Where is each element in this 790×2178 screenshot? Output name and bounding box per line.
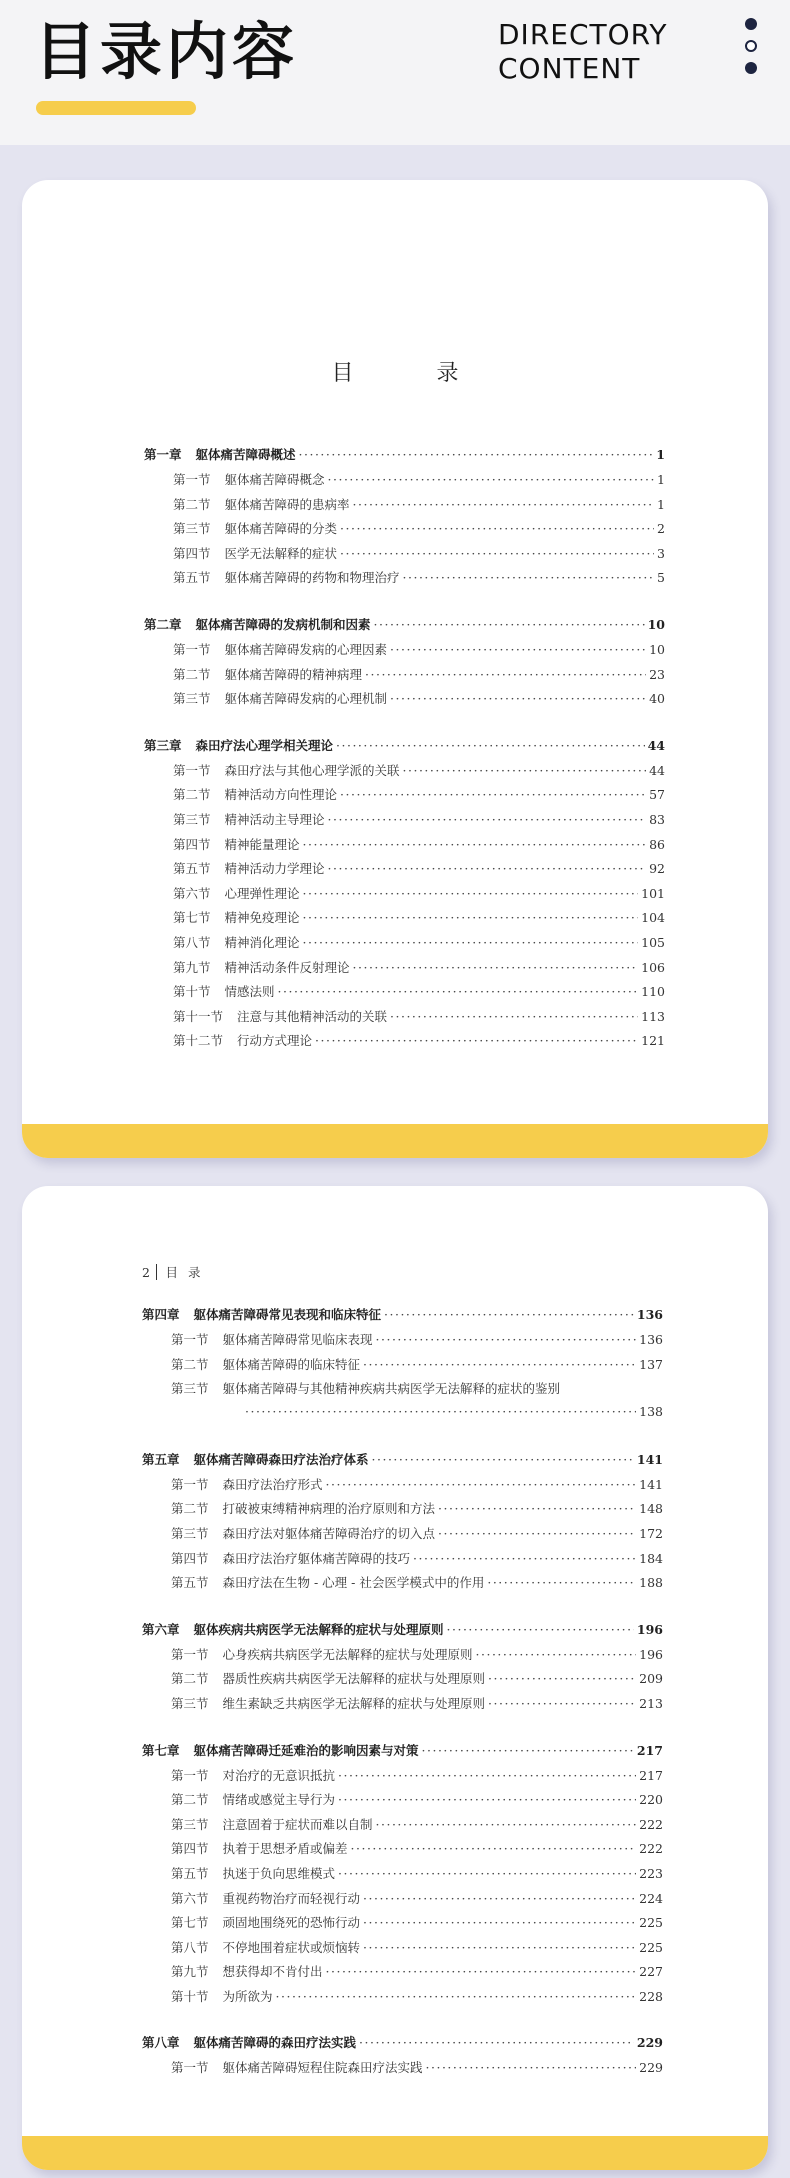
section-page-number: 110 xyxy=(641,984,665,1000)
chapter-title: 躯体痛苦障碍概述 xyxy=(195,447,296,462)
leader-dots xyxy=(413,1551,636,1566)
leader-dots xyxy=(353,960,639,975)
section-page-number: 225 xyxy=(639,1939,663,1955)
section-number: 第六节 xyxy=(171,1890,209,1906)
section-number: 第一节 xyxy=(173,762,211,778)
page-dot-2[interactable] xyxy=(745,40,757,52)
section-number: 第二节 xyxy=(173,666,211,682)
section-page-number: 92 xyxy=(649,861,665,877)
section-title: 森田疗法对躯体痛苦障碍治疗的切入点 xyxy=(222,1525,436,1541)
section-page-number: 136 xyxy=(639,1332,663,1347)
header xyxy=(0,0,790,145)
leader-dots xyxy=(438,1526,636,1541)
toc-section-row[interactable] xyxy=(142,1499,663,1524)
section-title: 躯体痛苦障碍短程住院森田疗法实践 xyxy=(222,2060,423,2076)
chapter-number: 第六章 xyxy=(142,1621,180,1637)
toc-section-row[interactable] xyxy=(142,2058,663,2083)
toc-chapter-row[interactable] xyxy=(142,1305,663,1330)
section-page-number: 229 xyxy=(639,2060,663,2076)
section-number: 第二节 xyxy=(173,787,211,803)
section-page-number: 184 xyxy=(639,1550,663,1566)
leader-dots xyxy=(278,984,639,999)
toc-list xyxy=(142,1305,663,2083)
section-title: 森田疗法与其他心理学派的关联 xyxy=(224,762,400,778)
section-number: 第一节 xyxy=(171,1646,209,1662)
section-number: 第一节 xyxy=(171,1767,209,1783)
chapter-gap xyxy=(142,1719,663,1741)
toc-section-row[interactable] xyxy=(144,933,665,958)
toc-section-row[interactable] xyxy=(144,689,665,714)
leader-dots xyxy=(438,1501,636,1516)
section-title: 躯体痛苦障碍的临床特征 xyxy=(222,1356,361,1372)
card-footer-band xyxy=(22,1124,768,1158)
section-title: 精神活动方向性理论 xyxy=(224,787,338,803)
leader-dots xyxy=(326,1964,637,1979)
chapter-gap xyxy=(144,714,665,736)
section-page-number: 220 xyxy=(639,1792,663,1808)
running-head-divider xyxy=(156,1264,158,1280)
section-title: 精神免疫理论 xyxy=(224,910,300,926)
section-title: 精神活动条件反射理论 xyxy=(224,959,350,975)
toc-section-row[interactable] xyxy=(142,1938,663,1963)
section-number: 第二节 xyxy=(173,496,211,512)
chapter-title: 躯体疾病共病医学无法解释的症状与处理原则 xyxy=(193,1621,444,1637)
toc-chapter-row[interactable] xyxy=(144,615,665,640)
chapter-number: 第一章 xyxy=(144,447,182,462)
chapter-page-number: 136 xyxy=(636,1307,663,1322)
chapter-page-number: 141 xyxy=(636,1451,663,1467)
section-number: 第三节 xyxy=(173,811,211,827)
section-page-number: 172 xyxy=(639,1525,663,1541)
toc-section-row[interactable] xyxy=(144,835,665,860)
chapter-page-number: 217 xyxy=(636,1742,663,1758)
toc-section-row[interactable] xyxy=(142,1839,663,1864)
section-number: 第二节 xyxy=(171,1501,209,1517)
toc-section-row[interactable] xyxy=(142,1549,663,1574)
section-title: 执迷于负向思维模式 xyxy=(222,1865,336,1881)
leader-dots xyxy=(328,472,655,487)
leader-dots xyxy=(328,812,647,827)
leader-dots xyxy=(328,861,647,876)
leader-dots xyxy=(376,1817,637,1832)
leader-dots xyxy=(338,1866,636,1881)
toc-section-row[interactable] xyxy=(142,1766,663,1791)
section-page-number: 83 xyxy=(649,811,665,827)
section-number: 第二节 xyxy=(171,1356,209,1372)
leader-dots xyxy=(340,546,654,561)
section-page-number: 44 xyxy=(649,762,665,778)
section-page-number: 3 xyxy=(657,545,665,561)
page-dot-3[interactable] xyxy=(745,62,757,74)
leader-dots xyxy=(403,763,647,778)
leader-dots xyxy=(390,691,646,706)
section-title: 躯体痛苦障碍发病的心理因素 xyxy=(224,641,388,657)
section-number: 第八节 xyxy=(173,934,211,950)
leader-dots xyxy=(338,1768,636,1783)
section-page-number: 188 xyxy=(639,1575,663,1591)
section-number: 第三节 xyxy=(173,521,211,537)
leader-dots xyxy=(374,617,645,632)
toc-section-row[interactable] xyxy=(144,1031,665,1056)
leader-dots xyxy=(336,738,645,753)
section-title: 维生素缺乏共病医学无法解释的症状与处理原则 xyxy=(222,1695,486,1711)
header-underline xyxy=(36,101,196,115)
leader-dots xyxy=(363,1940,636,1955)
leader-dots xyxy=(315,1033,638,1048)
leader-dots xyxy=(303,886,639,901)
section-number: 第十二节 xyxy=(173,1033,224,1049)
leader-dots xyxy=(422,1743,634,1758)
section-page-number: 86 xyxy=(649,836,665,852)
chapter-gap xyxy=(142,2011,663,2033)
section-title: 躯体痛苦障碍概念 xyxy=(224,472,325,487)
section-number: 第四节 xyxy=(173,545,211,561)
toc-page-card-2 xyxy=(22,1186,768,2170)
leader-dots xyxy=(276,1989,637,2004)
toc-title: 目 录 xyxy=(331,361,497,386)
section-page-number: 222 xyxy=(639,1816,663,1832)
toc-section-row[interactable] xyxy=(144,640,665,665)
header-english-title xyxy=(498,18,667,86)
toc-section-row[interactable] xyxy=(142,1913,663,1938)
section-title: 情感法则 xyxy=(224,984,275,1000)
section-page-number: 196 xyxy=(639,1646,663,1662)
section-page-number: 1 xyxy=(657,472,665,487)
section-number: 第七节 xyxy=(171,1915,209,1931)
section-page-number: 228 xyxy=(639,1988,663,2004)
section-page-number: 105 xyxy=(641,934,665,950)
section-page-number: 104 xyxy=(641,910,665,926)
header-english-line-2: CONTENT xyxy=(498,52,641,85)
section-number: 第一节 xyxy=(173,641,211,657)
leader-dots xyxy=(363,1891,636,1906)
section-number: 第八节 xyxy=(171,1939,209,1955)
toc-section-row[interactable] xyxy=(144,859,665,884)
leader-dots xyxy=(353,497,655,512)
section-page-number: 141 xyxy=(639,1476,663,1492)
toc-page-card-1 xyxy=(22,180,768,1158)
leader-dots xyxy=(372,1452,634,1467)
section-page-number: 227 xyxy=(639,1964,663,1980)
leader-dots xyxy=(403,570,655,585)
toc-section-row[interactable] xyxy=(142,1790,663,1815)
leader-dots xyxy=(447,1622,634,1637)
section-title: 森田疗法治疗躯体痛苦障碍的技巧 xyxy=(222,1550,411,1566)
toc-section-row[interactable] xyxy=(144,958,665,983)
section-number: 第一节 xyxy=(171,2060,209,2076)
leader-dots xyxy=(376,1332,637,1347)
section-number: 第五节 xyxy=(171,1575,209,1591)
toc-section-row[interactable] xyxy=(142,1355,663,1380)
section-number: 第十一节 xyxy=(173,1008,224,1024)
toc-section-row[interactable] xyxy=(142,1962,663,1987)
chapter-page-number: 229 xyxy=(636,2035,663,2051)
section-title: 想获得却不肯付出 xyxy=(222,1964,323,1980)
chapter-gap xyxy=(144,593,665,615)
leader-dots xyxy=(338,1792,636,1807)
section-page-number: 224 xyxy=(639,1890,663,1906)
chapter-number: 第二章 xyxy=(144,616,182,632)
leader-dots xyxy=(303,935,639,950)
chapter-title: 躯体痛苦障碍常见表现和临床特征 xyxy=(193,1307,382,1322)
toc-section-row[interactable] xyxy=(142,1987,663,2012)
section-number: 第五节 xyxy=(173,861,211,877)
section-title: 注意固着于症状而难以自制 xyxy=(222,1816,373,1832)
running-head xyxy=(142,1263,210,1281)
section-title: 躯体痛苦障碍发病的心理机制 xyxy=(224,691,388,707)
toc-section-row[interactable] xyxy=(144,568,665,593)
section-number: 第一节 xyxy=(171,1332,209,1347)
toc-section-row[interactable] xyxy=(144,761,665,786)
section-title: 躯体痛苦障碍的患病率 xyxy=(224,496,350,512)
chapter-page-number: 10 xyxy=(647,616,665,632)
chapter-gap xyxy=(142,1428,663,1450)
toc-section-row[interactable] xyxy=(144,470,665,495)
section-page-number: 5 xyxy=(657,570,665,586)
section-page-number: 222 xyxy=(639,1841,663,1857)
section-title: 器质性疾病共病医学无法解释的症状与处理原则 xyxy=(222,1671,486,1687)
leader-dots xyxy=(426,2060,637,2075)
toc-section-row[interactable] xyxy=(144,982,665,1007)
section-title: 心理弹性理论 xyxy=(224,885,300,901)
page-dot-1[interactable] xyxy=(745,18,757,30)
section-page-number: 209 xyxy=(639,1671,663,1687)
toc-section-row[interactable] xyxy=(142,1330,663,1355)
section-number: 第一节 xyxy=(171,1476,209,1492)
section-page-number: 225 xyxy=(639,1915,663,1931)
section-title: 躯体痛苦障碍与其他精神疾病共病医学无法解释的症状的鉴别 xyxy=(222,1381,561,1397)
section-title: 顽固地围绕死的恐怖行动 xyxy=(222,1915,361,1931)
leader-dots xyxy=(487,1575,636,1590)
section-number: 第五节 xyxy=(173,570,211,586)
toc-section-row[interactable] xyxy=(144,908,665,933)
section-number: 第五节 xyxy=(171,1865,209,1881)
section-page-number: 137 xyxy=(639,1356,663,1372)
section-title: 精神活动主导理论 xyxy=(224,811,325,827)
leader-dots xyxy=(359,2035,634,2050)
toc-section-row[interactable] xyxy=(144,1007,665,1032)
toc-section-row[interactable] xyxy=(142,1645,663,1670)
toc-section-row[interactable] xyxy=(142,1889,663,1914)
toc-section-row[interactable] xyxy=(142,1864,663,1889)
section-title: 森田疗法在生物 - 心理 - 社会医学模式中的作用 xyxy=(222,1575,485,1591)
section-title: 注意与其他精神活动的关联 xyxy=(237,1008,388,1024)
section-page-number: 1 xyxy=(657,496,665,512)
toc-section-continuation[interactable] xyxy=(142,1404,663,1428)
section-number: 第三节 xyxy=(171,1695,209,1711)
leader-dots xyxy=(476,1647,637,1662)
section-number: 第六节 xyxy=(173,885,211,901)
toc-chapter-row[interactable] xyxy=(142,1450,663,1475)
leader-dots xyxy=(390,1009,638,1024)
leader-dots xyxy=(363,1915,636,1930)
toc-section-row[interactable] xyxy=(144,519,665,544)
section-page-number: 223 xyxy=(639,1865,663,1881)
leader-dots xyxy=(303,837,647,852)
section-title: 重视药物治疗而轻视行动 xyxy=(222,1890,361,1906)
toc-section-row[interactable] xyxy=(144,810,665,835)
chapter-gap xyxy=(142,1598,663,1620)
toc-list xyxy=(144,445,665,1056)
chapter-page-number: 44 xyxy=(647,737,665,753)
section-page-number: 10 xyxy=(649,641,665,657)
toc-section-row[interactable] xyxy=(142,1379,663,1404)
leader-dots xyxy=(326,1477,637,1492)
leader-dots xyxy=(488,1696,636,1711)
section-number: 第三节 xyxy=(171,1816,209,1832)
section-page-number: 217 xyxy=(639,1767,663,1783)
toc-section-row[interactable] xyxy=(142,1573,663,1598)
section-page-number: 121 xyxy=(641,1033,665,1049)
toc-section-row[interactable] xyxy=(144,495,665,520)
toc-section-row[interactable] xyxy=(142,1815,663,1840)
section-number: 第二节 xyxy=(171,1671,209,1687)
section-page-number: 106 xyxy=(641,959,665,975)
section-title: 情绪或感觉主导行为 xyxy=(222,1792,336,1808)
section-page-number: 138 xyxy=(639,1403,663,1419)
running-head-page-number: 2 xyxy=(142,1264,150,1280)
section-title: 打破被束缚精神病理的治疗原则和方法 xyxy=(222,1501,436,1517)
section-page-number: 213 xyxy=(639,1695,663,1711)
page-indicator xyxy=(745,18,761,84)
leader-dots xyxy=(245,1404,636,1419)
toc-chapter-row[interactable] xyxy=(144,736,665,761)
chapter-title: 躯体痛苦障碍迁延难治的影响因素与对策 xyxy=(193,1742,419,1758)
toc-section-row[interactable] xyxy=(142,1475,663,1500)
toc-section-row[interactable] xyxy=(144,544,665,569)
section-number: 第三节 xyxy=(173,691,211,707)
toc-section-row[interactable] xyxy=(144,884,665,909)
section-number: 第七节 xyxy=(173,910,211,926)
section-title: 森田疗法治疗形式 xyxy=(222,1476,323,1492)
toc-section-row[interactable] xyxy=(144,665,665,690)
section-page-number: 40 xyxy=(649,691,665,707)
toc-chapter-row[interactable] xyxy=(142,2033,663,2058)
section-title: 躯体痛苦障碍的精神病理 xyxy=(224,666,363,682)
chapter-number: 第五章 xyxy=(142,1451,180,1467)
section-title: 精神活动力学理论 xyxy=(224,861,325,877)
running-head-text: 目录 xyxy=(165,1265,211,1280)
section-title: 行动方式理论 xyxy=(237,1033,313,1049)
section-number: 第十节 xyxy=(173,984,211,1000)
section-page-number: 148 xyxy=(639,1501,663,1517)
leader-dots xyxy=(340,521,654,536)
section-number: 第四节 xyxy=(171,1550,209,1566)
chapter-number: 第八章 xyxy=(142,2035,180,2051)
toc-chapter-row[interactable] xyxy=(142,1620,663,1645)
chapter-title: 躯体痛苦障碍森田疗法治疗体系 xyxy=(193,1451,369,1467)
chapter-title: 躯体痛苦障碍的发病机制和因素 xyxy=(195,616,371,632)
toc-section-row[interactable] xyxy=(142,1669,663,1694)
leader-dots xyxy=(384,1307,634,1322)
section-page-number: 2 xyxy=(657,521,665,537)
section-title: 对治疗的无意识抵抗 xyxy=(222,1767,336,1783)
section-number: 第十节 xyxy=(171,1988,209,2004)
leader-dots xyxy=(351,1841,637,1856)
leader-dots xyxy=(363,1357,636,1372)
toc-section-row[interactable] xyxy=(142,1694,663,1719)
chapter-number: 第七章 xyxy=(142,1742,180,1758)
section-page-number: 113 xyxy=(641,1008,665,1024)
section-title: 不停地围着症状或烦恼转 xyxy=(222,1939,361,1955)
section-title: 躯体痛苦障碍的药物和物理治疗 xyxy=(224,570,400,586)
leader-dots xyxy=(303,910,639,925)
section-number: 第二节 xyxy=(171,1792,209,1808)
section-number: 第四节 xyxy=(171,1841,209,1857)
section-title: 执着于思想矛盾或偏差 xyxy=(222,1841,348,1857)
section-title: 精神能量理论 xyxy=(224,836,300,852)
leader-dots xyxy=(340,787,646,802)
section-number: 第四节 xyxy=(173,836,211,852)
chapter-number: 第三章 xyxy=(144,737,182,753)
section-title: 医学无法解释的症状 xyxy=(224,545,338,561)
toc-chapter-row[interactable] xyxy=(144,445,665,470)
section-page-number: 101 xyxy=(641,885,665,901)
header-english-line-1: DIRECTORY xyxy=(498,18,668,51)
section-number: 第三节 xyxy=(171,1381,209,1397)
section-title: 躯体痛苦障碍常见临床表现 xyxy=(222,1332,373,1347)
section-number: 第九节 xyxy=(173,959,211,975)
leader-dots xyxy=(365,667,646,682)
toc-section-row[interactable] xyxy=(144,785,665,810)
leader-dots xyxy=(299,447,654,462)
header-title: 目录内容 xyxy=(34,15,299,88)
chapter-page-number: 1 xyxy=(656,447,665,462)
chapter-page-number: 196 xyxy=(636,1621,663,1637)
section-page-number: 23 xyxy=(649,666,665,682)
section-number: 第三节 xyxy=(171,1525,209,1541)
section-title: 精神消化理论 xyxy=(224,934,300,950)
section-number: 第一节 xyxy=(173,472,211,487)
chapter-number: 第四章 xyxy=(142,1307,180,1322)
chapter-title: 躯体痛苦障碍的森田疗法实践 xyxy=(193,2035,357,2051)
leader-dots xyxy=(488,1671,636,1686)
section-title: 躯体痛苦障碍的分类 xyxy=(224,521,338,537)
section-title: 为所欲为 xyxy=(222,1988,273,2004)
section-number: 第九节 xyxy=(171,1964,209,1980)
section-title: 心身疾病共病医学无法解释的症状与处理原则 xyxy=(222,1646,473,1662)
chapter-title: 森田疗法心理学相关理论 xyxy=(195,737,334,753)
toc-chapter-row[interactable] xyxy=(142,1741,663,1766)
card-footer-band xyxy=(22,2136,768,2170)
toc-section-row[interactable] xyxy=(142,1524,663,1549)
section-page-number: 57 xyxy=(649,787,665,803)
leader-dots xyxy=(390,642,646,657)
